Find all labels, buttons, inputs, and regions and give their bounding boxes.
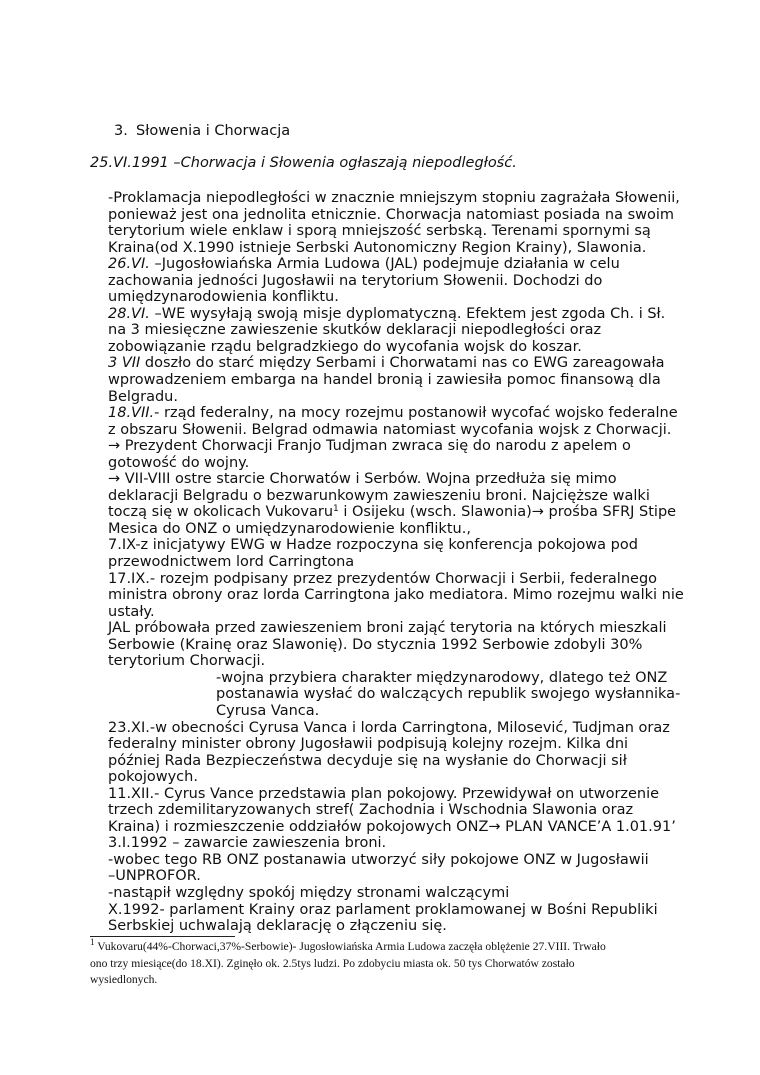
footnote-line bbox=[90, 939, 695, 956]
text-line: gotowość do wojny. bbox=[108, 454, 250, 471]
footnote-reference[interactable]: 1 bbox=[333, 504, 339, 515]
text-line: trzech zdemilitaryzowanych stref( Zachodnia i Wschodnia Slawonia oraz bbox=[108, 802, 634, 819]
text-span: Vukovaru(44%-Chorwaci,37%-Serbowie)- Jugosłowiańska Armia Ludowa zaczęła oblężenie 27.VIII. Trwało bbox=[94, 940, 606, 953]
footnote-separator bbox=[90, 936, 235, 937]
text-line: X.1992- parlament Krainy oraz parlament proklamowanej w Bośni Republiki bbox=[108, 901, 658, 918]
text-line: terytorium wiele enklaw i sporą mniejszość serbską. Terenami spornymi są bbox=[108, 223, 651, 240]
text-line bbox=[108, 355, 683, 372]
event-date: 28.VI. bbox=[108, 305, 150, 322]
text-line: pokojowych. bbox=[108, 769, 198, 786]
footnote-line: ono trzy miesiące(do 18.XI). Zginęło ok. 2.5tys ludzi. Po zdobyciu miasta ok. 50 tys Chorwatów zostało bbox=[90, 956, 575, 970]
text-span: i Osijeku (wsch. Slawonia) bbox=[338, 504, 532, 521]
text-line: na 3 miesięczne zawieszenie skutków deklaracji niepodległości oraz bbox=[108, 322, 602, 339]
text-line: zachowania jedności Jugosławii na terytorium Słowenii. Dochodzi do bbox=[108, 272, 603, 289]
text-span: prośba SFRJ Stipe bbox=[543, 504, 677, 521]
text-line: wprowadzeniem embarga na handel bronią i zawiesiła pomoc finansową dla bbox=[108, 372, 661, 389]
text-line: terytorium Chorwacji. bbox=[108, 653, 266, 670]
text-line: Mesica do ONZ o umiędzynarodowienie konfliktu., bbox=[108, 520, 471, 537]
text-line: później Rada Bezpieczeństwa decyduje się na wysłanie do Chorwacji sił bbox=[108, 752, 627, 769]
text-line: -wobec tego RB ONZ postanawia utworzyć siły pokojowe ONZ w Jugosławii bbox=[108, 851, 649, 868]
text-line bbox=[108, 438, 683, 455]
text-line: 23.XI.-w obecności Cyrusa Vanca i lorda Carringtona, Milosević, Tudjman oraz bbox=[108, 719, 670, 736]
text-span: Prezydent Chorwacji Franjo Tudjman zwraca się do narodu z apelem o bbox=[120, 438, 631, 455]
event-date: 18.VII. bbox=[108, 405, 155, 422]
text-line bbox=[108, 256, 683, 273]
text-line: 3.I.1992 – zawarcie zawieszenia broni. bbox=[108, 835, 387, 852]
section-title: Słowenia i Chorwacja bbox=[136, 123, 291, 139]
text-line: 17.IX.- rozejm podpisany przez prezydentów Chorwacji i Serbii, federalnego bbox=[108, 570, 658, 587]
text-span: doszło do starć między Serbami i Chorwatami nas co EWG zareagowała bbox=[140, 355, 665, 372]
text-span: - rząd federalny, na mocy rozejmu postanowił wycofać wojsko federalne bbox=[154, 405, 678, 422]
event-date: 3 VII bbox=[108, 355, 141, 372]
text-line: z obszaru Słowenii. Belgrad odmawia natomiast wycofania wojsk z Chorwacji. bbox=[108, 421, 672, 438]
indented-line: Cyrusa Vanca. bbox=[216, 702, 320, 719]
indented-line: -wojna przybiera charakter międzynarodowy, dlatego też ONZ bbox=[216, 669, 668, 686]
text-line: -nastąpił względny spokój między stronami walczącymi bbox=[108, 884, 510, 901]
text-line: umiędzynarodowienia konfliktu. bbox=[108, 289, 339, 306]
text-line bbox=[108, 819, 683, 836]
text-line bbox=[108, 405, 683, 422]
arrow-right-icon: → bbox=[488, 818, 501, 835]
text-line: 7.IX-z inicjatywy EWG w Hadze rozpoczyna się konferencja pokojowa pod bbox=[108, 537, 638, 554]
text-line: ponieważ jest ona jednolita etnicznie. Chorwacja natomiast posiada na swoim bbox=[108, 206, 675, 223]
section-number: 3. bbox=[114, 123, 128, 139]
footnote-line: wysiedlonych. bbox=[90, 973, 158, 986]
text-line: Serbskiej uchwalają deklarację o złączeniu się. bbox=[108, 918, 447, 935]
text-line bbox=[108, 504, 683, 521]
indented-line: postanawia wysłać do walczących republik swojego wysłannika- bbox=[216, 686, 681, 703]
text-line: 11.XII.- Cyrus Vance przedstawia plan pokojowy. Przewidywał on utworzenie bbox=[108, 785, 660, 802]
text-line: –UNPROFOR. bbox=[108, 868, 201, 885]
text-line: przewodnictwem lord Carringtona bbox=[108, 554, 355, 571]
text-span: VII-VIII ostre starcie Chorwatów i Serbów. Wojna przedłuża się mimo bbox=[120, 471, 617, 488]
text-line bbox=[108, 471, 683, 488]
text-line: ministra obrony oraz lorda Carringtona jako mediatora. Mimo rozejmu walki nie bbox=[108, 587, 684, 604]
arrow-right-icon: → bbox=[531, 504, 544, 521]
event-date: 26.VI. bbox=[108, 256, 150, 273]
arrow-right-icon: → bbox=[108, 471, 121, 488]
text-line: zobowiązanie rządu belgradzkiego do wycofania wojsk do koszar. bbox=[108, 338, 582, 355]
dateline: 25.VI.1991 –Chorwacja i Słowenia ogłaszają niepodległość. bbox=[90, 155, 517, 171]
arrow-right-icon: → bbox=[108, 438, 121, 455]
text-line: Kraina(od X.1990 istnieje Serbski Autonomiczny Region Krainy), Slawonia. bbox=[108, 239, 647, 256]
section-heading bbox=[114, 122, 290, 140]
text-span: –WE wysyłają swoją misje dyplomatyczną. Efektem jest zgoda Ch. i Sł. bbox=[149, 305, 666, 322]
text-span: toczą się w okolicach Vukovaru bbox=[108, 504, 334, 521]
text-line: -Proklamacja niepodległości w znacznie mniejszym stopniu zagrażała Słowenii, bbox=[108, 190, 680, 206]
text-line: federalny minister obrony Jugosławii podpisują kolejny rozejm. Kilka dni bbox=[108, 736, 629, 753]
text-line: deklaracji Belgradu o bezwarunkowym zawieszeniu broni. Najcięższe walki bbox=[108, 487, 650, 504]
text-line: Belgradu. bbox=[108, 388, 178, 405]
text-line: JAL próbowała przed zawieszeniem broni zająć terytoria na których mieszkali bbox=[108, 620, 667, 637]
body-text bbox=[108, 190, 683, 935]
text-span: –Jugosłowiańska Armia Ludowa (JAL) podejmuje działania w celu bbox=[149, 256, 620, 273]
text-span: PLAN VANCE’A 1.01.91’ bbox=[500, 818, 676, 835]
text-span: Kraina) i rozmieszczenie oddziałów pokojowych ONZ bbox=[108, 818, 489, 835]
text-line: ustały. bbox=[108, 603, 155, 620]
footnote bbox=[90, 939, 695, 989]
text-line bbox=[108, 306, 683, 323]
text-line: Serbowie (Krainę oraz Slawonię). Do stycznia 1992 Serbowie zdobyli 30% bbox=[108, 636, 643, 653]
footnote-mark: 1 bbox=[90, 937, 95, 947]
